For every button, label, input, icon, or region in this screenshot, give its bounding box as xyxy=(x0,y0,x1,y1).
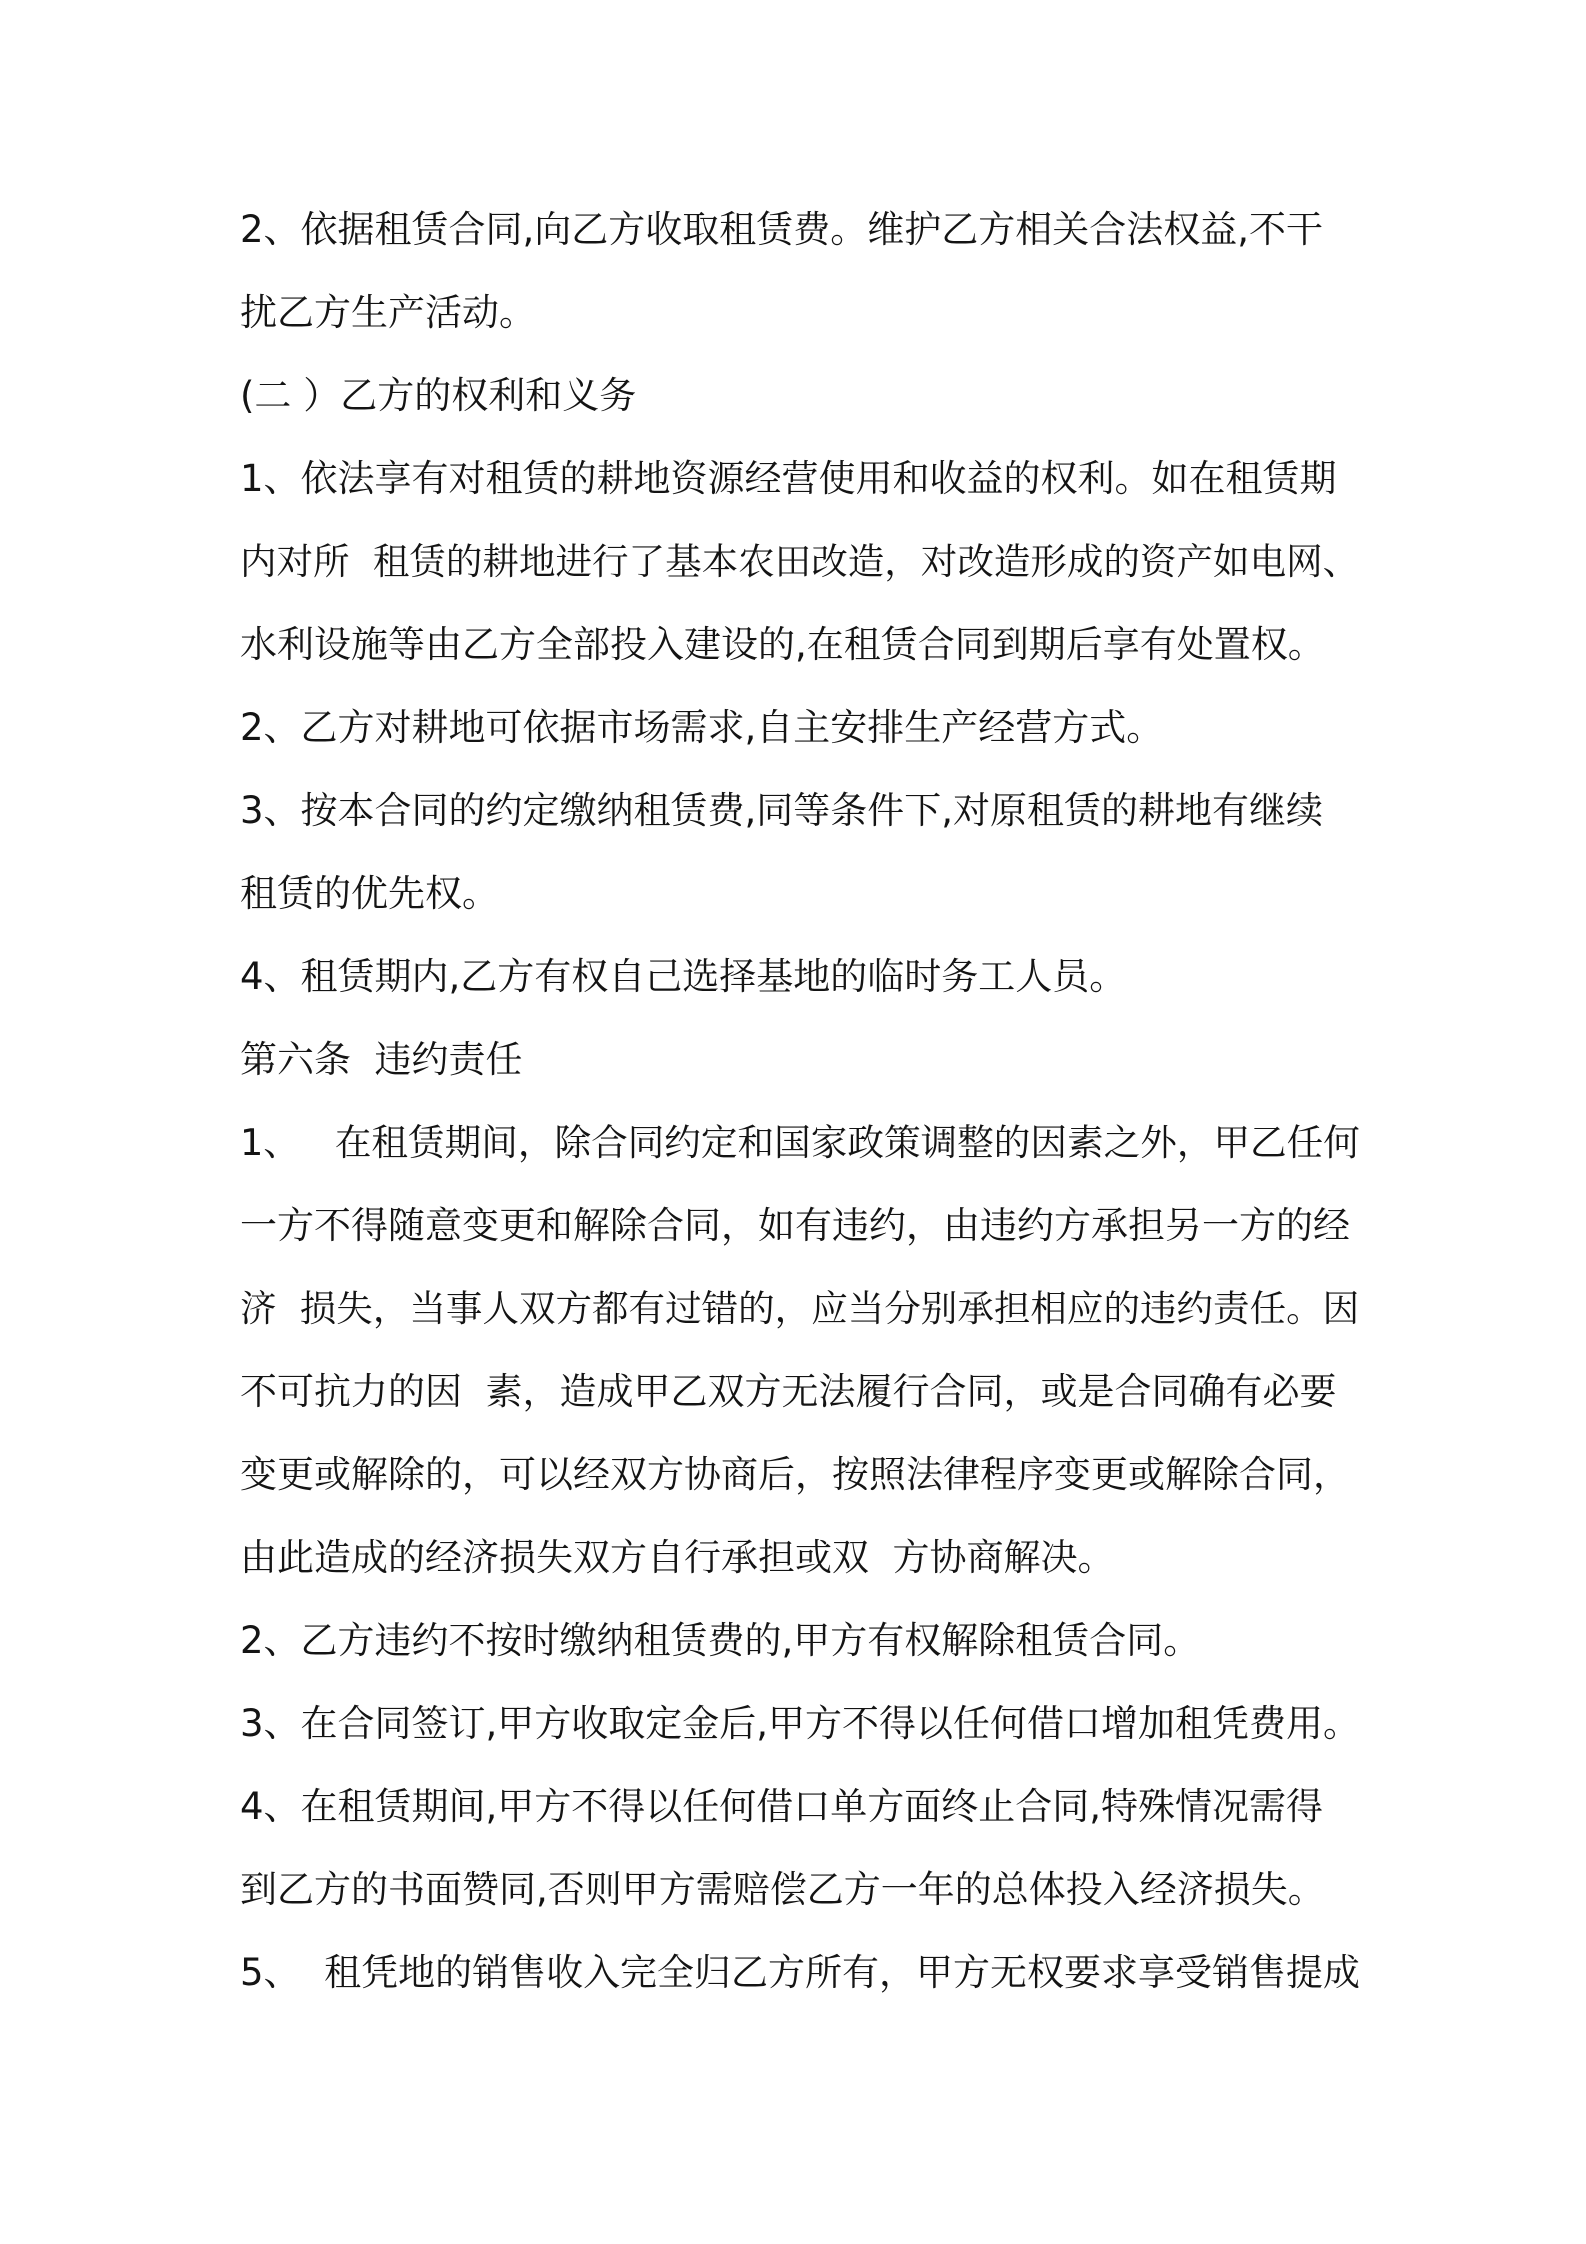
text-line: 济 损失，当事人双方都有过错的，应当分别承担相应的违约责任。因 xyxy=(240,1287,1360,1330)
text-line: 2、乙方对耕地可依据市场需求,自主安排生产经营方式。 xyxy=(240,706,1164,749)
text-line: 内对所 租赁的耕地进行了基本农田改造，对改造形成的资产如电网、 xyxy=(240,540,1360,583)
text-line: 1、 在租赁期间，除合同约定和国家政策调整的因素之外，甲乙任何 xyxy=(240,1121,1360,1164)
text-line: 3、在合同签订,甲方收取定金后,甲方不得以任何借口增加租凭费用。 xyxy=(240,1702,1361,1745)
text-line: 2、乙方违约不按时缴纳租赁费的,甲方有权解除租赁合同。 xyxy=(240,1619,1201,1662)
section-heading: 第六条 违约责任 xyxy=(240,1038,523,1081)
text-line: 3、按本合同的约定缴纳租赁费,同等条件下,对原租赁的耕地有继续 xyxy=(240,789,1324,832)
text-line: 一方不得随意变更和解除合同，如有违约，由违约方承担另一方的经 xyxy=(240,1204,1350,1247)
text-line: 水利设施等由乙方全部投入建设的,在租赁合同到期后享有处置权。 xyxy=(240,623,1325,666)
section-heading: (二 ）乙方的权利和义务 xyxy=(240,374,637,417)
text-line: 不可抗力的因 素，造成甲乙双方无法履行合同，或是合同确有必要 xyxy=(240,1370,1337,1413)
text-line: 由此造成的经济损失双方自行承担或双 方协商解决。 xyxy=(240,1536,1115,1579)
text-line: 5、 租凭地的销售收入完全归乙方所有，甲方无权要求享受销售提成 xyxy=(240,1951,1361,1994)
text-line: 变更或解除的，可以经双方协商后，按照法律程序变更或解除合同， xyxy=(240,1453,1350,1496)
text-line: 4、在租赁期间,甲方不得以任何借口单方面终止合同,特殊情况需得 xyxy=(240,1785,1324,1828)
text-line: 2、依据租赁合同,向乙方收取租赁费。维护乙方相关合法权益,不干 xyxy=(240,208,1324,251)
text-line: 扰乙方生产活动。 xyxy=(240,291,536,334)
text-line: 租赁的优先权。 xyxy=(240,872,499,915)
text-line: 1、依法享有对租赁的耕地资源经营使用和收益的权利。如在租赁期 xyxy=(240,457,1337,500)
text-line: 到乙方的书面赞同,否则甲方需赔偿乙方一年的总体投入经济损失。 xyxy=(240,1868,1325,1911)
text-line: 4、租赁期内,乙方有权自己选择基地的临时务工人员。 xyxy=(240,955,1127,998)
